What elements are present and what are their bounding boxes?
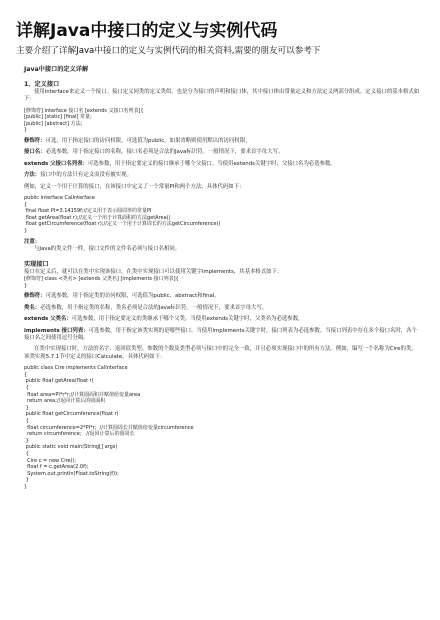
paragraph-note-label: 注意： xyxy=(24,238,41,245)
term-description: 可选参数，用于指定要定义的接口继承于哪个父接口。当使用extends关键字时，父接口名为必选参数。 xyxy=(87,160,336,167)
paragraph-note: 与Java的类文件一样，接口文件的文件名必须与接口名相同。 xyxy=(34,246,181,252)
term-label: extends 父接口名列表： xyxy=(24,160,88,167)
term-description: 可选参数，用于指定该类实现的是哪些接口。当使用implements关键字时，接口列表为必选参数。当接口列表中存在多个接口名时，各个接口名之间使用逗号分隔。 xyxy=(24,327,417,342)
term-label: implements 接口列表： xyxy=(24,327,89,334)
term-label: 修饰符： xyxy=(24,138,46,144)
term-label: 方法： xyxy=(24,172,41,179)
subsection-heading-define: 1、定义接口 xyxy=(24,81,60,89)
paragraph-implement: 接口在定义后，就可以在类中实现该接口。在类中实现接口可以使用关键字implements，其基本格式如下： xyxy=(24,268,283,275)
subsection-heading-implement: 实现接口 xyxy=(24,261,49,269)
paragraph-interface-name xyxy=(24,149,420,156)
term-label: extends 父类名： xyxy=(24,316,72,323)
term-label: 修饰符： xyxy=(24,293,46,300)
term-description: 可选参数，用于指定类的访问权限，可选值为public、abstract和final。 xyxy=(45,293,220,300)
paragraph-class-name xyxy=(24,305,420,312)
code-format-interface: [修饰符] interface 接口名 [extends 父接口名列表]{ [public] [static] [final] 常量; [public] [abstract] 方法; } xyxy=(24,107,144,134)
article-body xyxy=(24,62,420,491)
paragraph-parent-class xyxy=(24,316,420,323)
code-format-class: [修饰符] class <类名> [extends 父类名] [implements 接口列表]{ } xyxy=(24,276,179,289)
term-description: 必选参数，用于指定类的名称，类名必须是合法的Java标识符。一般情况下，要求首字母大写。 xyxy=(40,304,268,311)
term-description: 可选，用于指定接口的访问权限，可选值为public。如果省略则使用默认的访问权限。 xyxy=(45,138,251,144)
paragraph-example-intro: 例如，定义一个用于计算的接口，在该接口中定义了一个常量PI和两个方法，具体代码如下： xyxy=(24,183,245,190)
paragraph-implements-list xyxy=(24,328,420,343)
code-class-example: public class Cire implements CalInterface { public float getArea(float r) { float area=PI*r*r;//计算圆面积并赋值给变量area return area;//返回计算后的圆面积 } public float getCircumference(float r) { float circumference=2*PI*r; //计算圆周长并赋值给变量circumference return circumference; //返回计算后的圆周长 } public static void main(String[] args) { Cire c = new Cire(); float f = c.getArea(2.0f); System.out.println(Float.toString(f)); } } xyxy=(24,365,194,490)
code-interface-example: public interface CalInterface { final float PI=3.14159f;//定义用于表示圆周率的常量PI float getArea(float r);//定义一个用于计算面积的方法getArea() float getCircumference(float r);//定义一个用于计算周长的方法getCircumference() } xyxy=(24,195,221,234)
paragraph-method xyxy=(24,172,420,179)
paragraph-modifier xyxy=(24,138,420,145)
paragraph-class-modifier xyxy=(24,293,420,300)
term-description: 必选参数，用于指定接口的名称，接口名必须是合法的Java标识符。一般情况下，要求首字母大写。 xyxy=(45,149,284,156)
section-heading: Java中接口的定义详解 xyxy=(24,66,89,73)
paragraph-definition: 使用interface来定义一个接口。接口定义同类的定义类似，也是分为接口的声明和接口体，其中接口体由常量定义和方法定义两部分组成。定义接口的基本格式如下： xyxy=(24,88,420,103)
paragraph-extends xyxy=(24,161,420,168)
term-description: 可选参数，用于指定要定义的类继承于哪个父类。当使用extends关键字时，父类名为必选参数。 xyxy=(71,316,304,323)
term-label: 接口名： xyxy=(24,149,46,156)
intro-summary: 主要介绍了详解Java中接口的定义与实例代码的相关资料,需要的朋友可以参考下 xyxy=(16,46,321,56)
term-description: 接口中的方法只有定义而没有被实现。 xyxy=(40,172,132,179)
term-label: 类名： xyxy=(24,304,41,311)
paragraph-implementation-rule: 在类中实现接口时，方法的名字、返回值类型、参数的个数及类型必须与接口中的完全一致，并且必须实现接口中的所有方法。例如，编写一个名称为Cire的类，该类实现5.7.1节中定义的接口Calculate，具体代码如下： xyxy=(24,346,417,360)
page-title: 详解Java中接口的定义与实例代码 xyxy=(16,21,278,41)
